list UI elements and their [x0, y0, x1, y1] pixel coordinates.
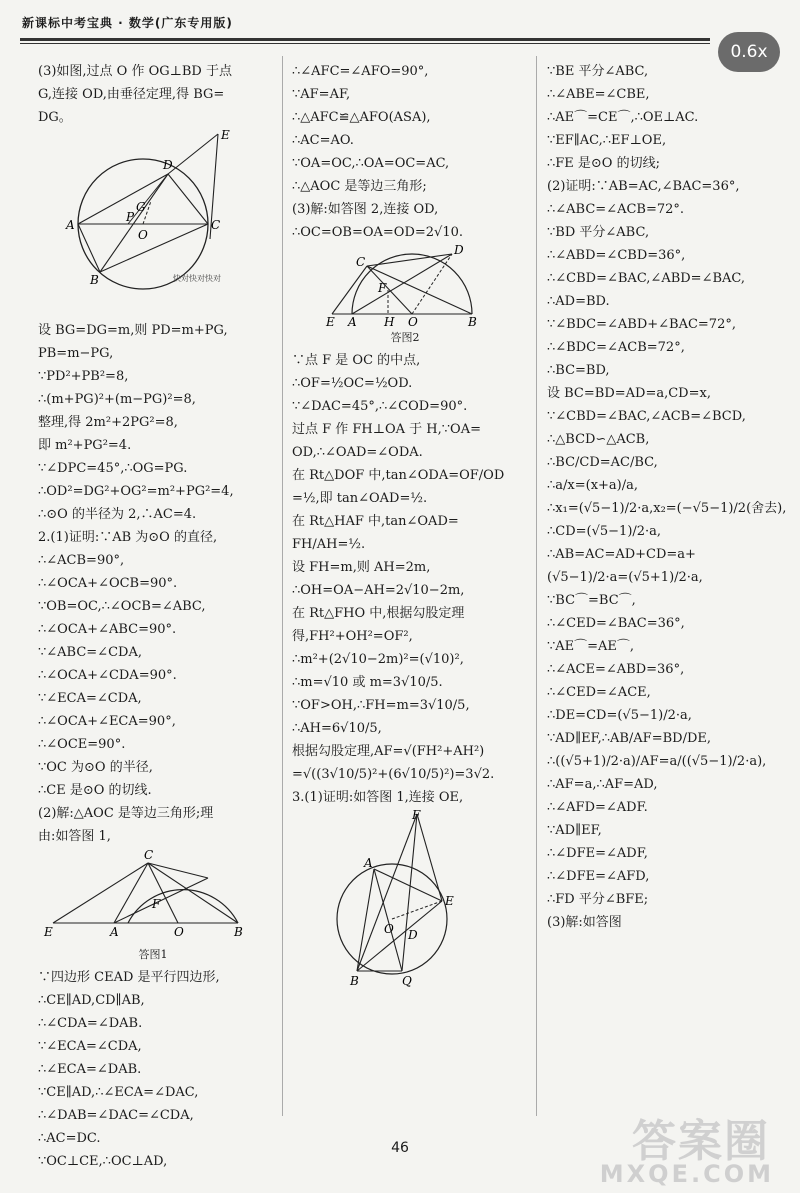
- text-line: ∴∠ACB=90°,: [38, 553, 125, 568]
- header-rule: [20, 38, 710, 41]
- text-line: ∴△AFC≌△AFO(ASA),: [292, 110, 431, 125]
- text-line: ∵BC⌒=BC⌒,: [547, 593, 636, 608]
- text-line: ∵AD∥EF,: [547, 823, 602, 838]
- text-line: ∵BE 平分∠ABC,: [547, 64, 649, 79]
- text-line: ∴∠OCA+∠ABC=90°.: [38, 622, 177, 637]
- text-line: ∵CE∥AD,∴∠ECA=∠DAC,: [38, 1085, 199, 1100]
- fig3-label-F: F: [412, 809, 421, 822]
- text-line: (√5−1)/2·a=(√5+1)/2·a,: [547, 570, 703, 585]
- text-line: ∴∠CED=∠ACE,: [547, 685, 651, 700]
- fig2-label-O: O: [408, 315, 418, 326]
- fig3-label-Q: Q: [402, 974, 412, 988]
- text-line: PB=m−PG,: [38, 346, 114, 361]
- fig2-label-C: C: [356, 255, 366, 269]
- text-line: 设 FH=m,则 AH=2m,: [292, 560, 431, 575]
- fig1-label-O: O: [174, 925, 184, 939]
- text-line: 设 BG=DG=m,则 PD=m+PG,: [38, 323, 228, 338]
- text-line: ∴∠ECA=∠DAB.: [38, 1062, 142, 1077]
- running-header: 新课标中考宝典 · 数学(广东专用版): [22, 16, 233, 30]
- text-line: =√((3√10/5)²+(6√10/5)²)=3√2.: [292, 767, 495, 782]
- fig3-label-A: A: [364, 856, 373, 870]
- fig2-label-D: D: [454, 244, 464, 257]
- fig2-label-A: A: [348, 315, 357, 326]
- text-line: ∴AB=AC=AD+CD=a+: [547, 547, 696, 562]
- text-line: ∴△AOC 是等边三角形;: [292, 179, 427, 194]
- fig2-label-B: B: [468, 315, 477, 326]
- fig1-label-A: A: [110, 925, 119, 939]
- column-divider: [282, 56, 283, 1116]
- text-line: 根据勾股定理,AF=√(FH²+AH²): [292, 744, 485, 759]
- fig1-label-E: E: [44, 925, 53, 939]
- text-line: (3)解:如答图: [547, 915, 622, 930]
- text-line: (3)如图,过点 O 作 OG⊥BD 于点: [38, 64, 232, 79]
- fig-label-D: D: [163, 158, 173, 172]
- fig2-label-F: F: [378, 281, 387, 295]
- text-line: ∵OF>OH,∴FH=m=3√10/5,: [292, 698, 470, 713]
- text-line: ∴∠OCA+∠ECA=90°,: [38, 714, 176, 729]
- fig-label-A: A: [66, 218, 75, 232]
- watermark-logo: 答案圈: [632, 1116, 770, 1167]
- fig3-label-O: O: [384, 922, 394, 936]
- text-line: 即 m²+PG²=4.: [38, 438, 132, 453]
- text-line: =½,即 tan∠OAD=½.: [292, 491, 428, 506]
- text-line: ∴AH=6√10/5,: [292, 721, 382, 736]
- text-line: 得,FH²+OH²=OF²,: [292, 629, 413, 644]
- text-line: ∴x₁=(√5−1)/2·a,x₂=(−√5−1)/2(舍去),: [547, 501, 787, 516]
- zoom-level-badge[interactable]: 0.6x: [718, 32, 780, 72]
- fig2-label-E: E: [326, 315, 335, 326]
- text-line: ∵∠ECA=∠CDA,: [38, 691, 142, 706]
- fig1-label-F: F: [152, 897, 161, 911]
- text-line: ∴CD=(√5−1)/2·a,: [547, 524, 662, 539]
- text-line: ∴BC/CD=AC/BC,: [547, 455, 658, 470]
- text-line: ∴∠AFC=∠AFO=90°,: [292, 64, 429, 79]
- text-line: ∵∠DPC=45°,∴OG=PG.: [38, 461, 188, 476]
- text-line: ∴AE⌒=CE⌒,∴OE⊥AC.: [547, 110, 699, 125]
- fig3-label-B: B: [350, 974, 359, 988]
- text-line: ∵∠ECA=∠CDA,: [38, 1039, 142, 1054]
- text-line: ∴AF=a,∴AF=AD,: [547, 777, 658, 792]
- text-line: ∴AC=AO.: [292, 133, 354, 148]
- text-line: ∵∠CBD=∠BAC,∠ACB=∠BCD,: [547, 409, 746, 424]
- text-line: ∴m=√10 或 m=3√10/5.: [292, 675, 443, 690]
- text-line: ∴∠CBD=∠BAC,∠ABD=∠BAC,: [547, 271, 746, 286]
- fig-label-O: O: [138, 228, 148, 242]
- text-line: 整理,得 2m²+2PG²=8,: [38, 415, 178, 430]
- text-line: G,连接 OD,由垂径定理,得 BG=: [38, 87, 225, 102]
- text-line: ∵∠BDC=∠ABD+∠BAC=72°,: [547, 317, 736, 332]
- text-line: ∴∠AFD=∠ADF.: [547, 800, 648, 815]
- text-line: ∴∠CED=∠BAC=36°,: [547, 616, 685, 631]
- text-line: ∴∠DFE=∠AFD,: [547, 869, 650, 884]
- text-line: (3)解:如答图 2,连接 OD,: [292, 202, 439, 217]
- text-line: ∴∠ABD=∠CBD=36°,: [547, 248, 686, 263]
- text-line: DG。: [38, 110, 72, 125]
- text-line: 由:如答图 1,: [38, 829, 111, 844]
- figure-semicircle-2: [292, 244, 518, 326]
- column-1: [38, 60, 268, 1173]
- text-line: ∴∠ACE=∠ABD=36°,: [547, 662, 685, 677]
- text-line: ∴((√5+1)/2·a)/AF=a/((√5−1)/2·a),: [547, 754, 767, 769]
- text-line: ∴DE=CD=(√5−1)/2·a,: [547, 708, 692, 723]
- text-line: ∵OA=OC,∴OA=OC=AC,: [292, 156, 450, 171]
- fig3-label-D: D: [408, 928, 418, 942]
- header-rule-thin: [20, 43, 710, 44]
- text-line: (2)证明:∵AB=AC,∠BAC=36°,: [547, 179, 740, 194]
- text-line: ∴OC=OB=OA=OD=2√10.: [292, 225, 464, 240]
- text-line: ∴FD 平分∠BFE;: [547, 892, 649, 907]
- fig-label-E: E: [221, 129, 230, 142]
- text-line: ∴OF=½OC=½OD.: [292, 376, 413, 391]
- text-line: ∴△BCD∽△ACB,: [547, 432, 650, 447]
- text-line: ∴∠OCE=90°.: [38, 737, 126, 752]
- figure-semicircle-1: [38, 848, 268, 943]
- text-line: 在 Rt△HAF 中,tan∠OAD=: [292, 514, 459, 529]
- text-line: 在 Rt△FHO 中,根据勾股定理: [292, 606, 465, 621]
- text-line: ∴FE 是⊙O 的切线;: [547, 156, 660, 171]
- text-line: ∵EF∥AC,∴EF⊥OE,: [547, 133, 667, 148]
- text-line: ∵∠DAC=45°,∴∠COD=90°.: [292, 399, 468, 414]
- fig-label-C: C: [211, 218, 221, 232]
- fig-label-P: P: [126, 210, 135, 224]
- text-line: ∴⊙O 的半径为 2,∴AC=4.: [38, 507, 197, 522]
- fig-label-B: B: [90, 273, 99, 287]
- column-2: [292, 60, 518, 989]
- text-line: ∴∠CDA=∠DAB.: [38, 1016, 143, 1031]
- text-line: ∴m²+(2√10−2m)²=(√10)²,: [292, 652, 464, 667]
- text-line: ∵四边形 CEAD 是平行四边形,: [38, 970, 220, 985]
- fig1-label-B: B: [234, 925, 243, 939]
- text-line: ∵OB=OC,∴∠OCB=∠ABC,: [38, 599, 206, 614]
- text-line: ∴CE 是⊙O 的切线.: [38, 783, 152, 798]
- text-line: ∵AD∥EF,∴AB/AF=BD/DE,: [547, 731, 711, 746]
- text-line: ∵点 F 是 OC 的中点,: [292, 353, 421, 368]
- text-line: ∴∠OCA+∠CDA=90°.: [38, 668, 177, 683]
- text-line: 3.(1)证明:如答图 1,连接 OE,: [292, 790, 464, 805]
- text-line: 过点 F 作 FH⊥OA 于 H,∵OA=: [292, 422, 481, 437]
- text-line: ∴AD=BD.: [547, 294, 610, 309]
- text-line: ∴∠DFE=∠ADF,: [547, 846, 648, 861]
- figure-circle-tangent: [38, 129, 268, 319]
- text-line: ∵OC⊥CE,∴OC⊥AD,: [38, 1154, 168, 1169]
- text-line: ∴BC=BD,: [547, 363, 610, 378]
- fig-label-G: G: [136, 200, 146, 214]
- text-line: ∴CE∥AD,CD∥AB,: [38, 993, 145, 1008]
- text-line: ∴∠OCA+∠OCB=90°.: [38, 576, 178, 591]
- text-line: (2)解:△AOC 是等边三角形;理: [38, 806, 214, 821]
- column-3: [547, 60, 787, 934]
- text-line: 设 BC=BD=AD=a,CD=x,: [547, 386, 711, 401]
- text-line: ∵BD 平分∠ABC,: [547, 225, 650, 240]
- text-line: ∵AE⌒=AE⌒,: [547, 639, 635, 654]
- figure-caption-1: 答图1: [138, 948, 168, 961]
- watermark-url: MXQE.COM: [599, 1160, 774, 1188]
- column-divider: [536, 56, 537, 1116]
- text-line: ∵AF=AF,: [292, 87, 351, 102]
- text-line: OD,∴∠OAD=∠ODA.: [292, 445, 423, 460]
- text-line: ∵∠ABC=∠CDA,: [38, 645, 142, 660]
- text-line: ∴AC=DC.: [38, 1131, 101, 1146]
- text-line: ∴OH=OA−AH=2√10−2m,: [292, 583, 465, 598]
- text-line: ∴∠BDC=∠ACB=72°,: [547, 340, 685, 355]
- text-line: 在 Rt△DOF 中,tan∠ODA=OF/OD: [292, 468, 505, 483]
- text-line: ∵PD²+PB²=8,: [38, 369, 129, 384]
- text-line: ∴(m+PG)²+(m−PG)²=8,: [38, 392, 196, 407]
- text-line: 2.(1)证明:∵AB 为⊙O 的直径,: [38, 530, 218, 545]
- text-line: ∴∠ABE=∠CBE,: [547, 87, 650, 102]
- text-line: ∴∠ABC=∠ACB=72°.: [547, 202, 685, 217]
- text-line: ∴a/x=(x+a)/a,: [547, 478, 639, 493]
- fig3-label-E: E: [445, 894, 454, 908]
- text-line: FH/AH=½.: [292, 537, 366, 552]
- fig-stamp-text: 快对快对快对: [173, 274, 221, 283]
- page-number: 46: [391, 1140, 409, 1156]
- fig1-label-C: C: [144, 848, 154, 862]
- text-line: ∴∠DAB=∠DAC=∠CDA,: [38, 1108, 194, 1123]
- text-line: ∴OD²=DG²+OG²=m²+PG²=4,: [38, 484, 234, 499]
- fig2-label-H: H: [384, 315, 395, 326]
- figure-circle-3: [292, 809, 518, 989]
- text-line: ∵OC 为⊙O 的半径,: [38, 760, 153, 775]
- figure-caption-2: 答图2: [390, 331, 420, 344]
